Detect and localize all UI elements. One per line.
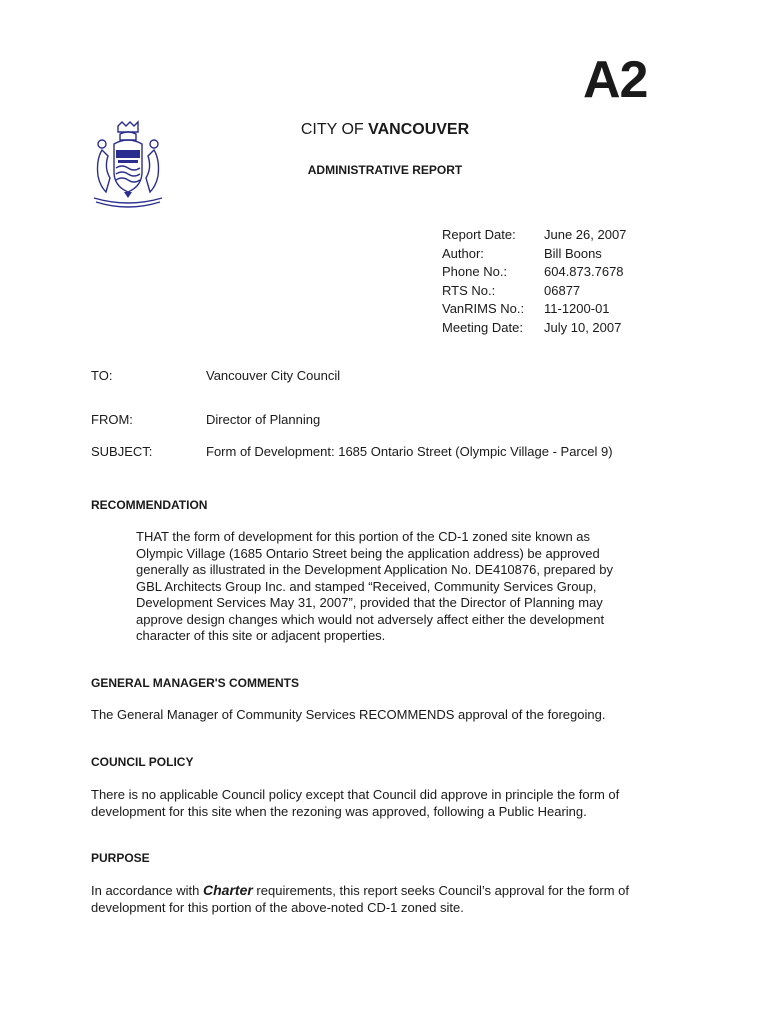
report-metadata [442, 226, 626, 337]
meta-phone [442, 263, 626, 282]
policy-line: There is no applicable Council policy except that Council did approve in principle the form of [91, 787, 620, 802]
purpose-heading: PURPOSE [91, 851, 150, 865]
meta-vanrims [442, 300, 626, 319]
meta-label: Meeting Date: [442, 319, 523, 335]
recommendation-text [136, 529, 676, 645]
meta-label: Report Date: [442, 227, 516, 242]
report-type: ADMINISTRATIVE REPORT [307, 163, 463, 177]
charter-emphasis: Charter [203, 882, 253, 898]
purpose-text-part: In accordance with [91, 883, 204, 898]
recommendation-heading: RECOMMENDATION [91, 498, 208, 512]
recommendation-line: THAT the form of development for this portion of the CD-1 zoned site known as [136, 529, 591, 544]
from-label: FROM: [91, 412, 133, 427]
city-name: VANCOUVER [368, 121, 470, 138]
meta-value: 06877 [544, 282, 581, 298]
purpose-line-2: development for this portion of the above-noted CD-1 zoned site. [91, 899, 464, 915]
recommendation-line: character of this site or adjacent properties. [136, 628, 386, 643]
purpose-text [91, 882, 691, 916]
meta-value: 604.873.7678 [544, 264, 624, 279]
gm-comments-heading: GENERAL MANAGER'S COMMENTS [91, 676, 299, 690]
purpose-text-part: requirements, this report seeks Council’s approval for the form of [252, 883, 630, 898]
meta-report-date [442, 226, 626, 245]
from-value: Director of Planning [206, 412, 321, 427]
report-code: A2 [583, 51, 648, 109]
council-policy-text [91, 787, 691, 820]
meta-label: Author: [442, 245, 484, 261]
recommendation-line: generally as illustrated in the Development Application No. DE410876, prepared by [136, 562, 613, 577]
meta-rts [442, 282, 626, 301]
subject-label: SUBJECT: [91, 444, 153, 459]
city-prefix: CITY OF [300, 121, 369, 138]
meta-author [442, 245, 626, 264]
subject-value: Form of Development: 1685 Ontario Street (Olympic Village - Parcel 9) [206, 444, 613, 459]
meta-value: June 26, 2007 [544, 227, 627, 242]
to-value: Vancouver City Council [206, 368, 341, 383]
meta-value: Bill Boons [544, 245, 602, 261]
meta-label: Phone No.: [442, 264, 508, 279]
purpose-line-1 [91, 882, 691, 900]
recommendation-line: GBL Architects Group Inc. and stamped “Received, Community Services Group, [136, 578, 597, 594]
meta-meeting-date [442, 319, 626, 338]
recommendation-line: Olympic Village (1685 Ontario Street being the application address) be approved [136, 545, 600, 561]
gm-comments-text: The General Manager of Community Services RECOMMENDS approval of the foregoing. [91, 707, 606, 722]
to-label: TO: [91, 368, 113, 383]
meta-label: VanRIMS No.: [442, 301, 525, 316]
city-title [0, 121, 770, 139]
meta-value: July 10, 2007 [544, 319, 622, 335]
recommendation-line: Development Services May 31, 2007”, provided that the Director of Planning may [136, 595, 603, 610]
meta-value: 11-1200-01 [544, 301, 610, 316]
policy-line: development for this site when the rezoning was approved, following a Public Hearing. [91, 803, 587, 819]
council-policy-heading: COUNCIL POLICY [91, 755, 194, 769]
meta-label: RTS No.: [442, 282, 496, 298]
recommendation-line: approve design changes which would not adversely affect either the development [136, 611, 605, 627]
